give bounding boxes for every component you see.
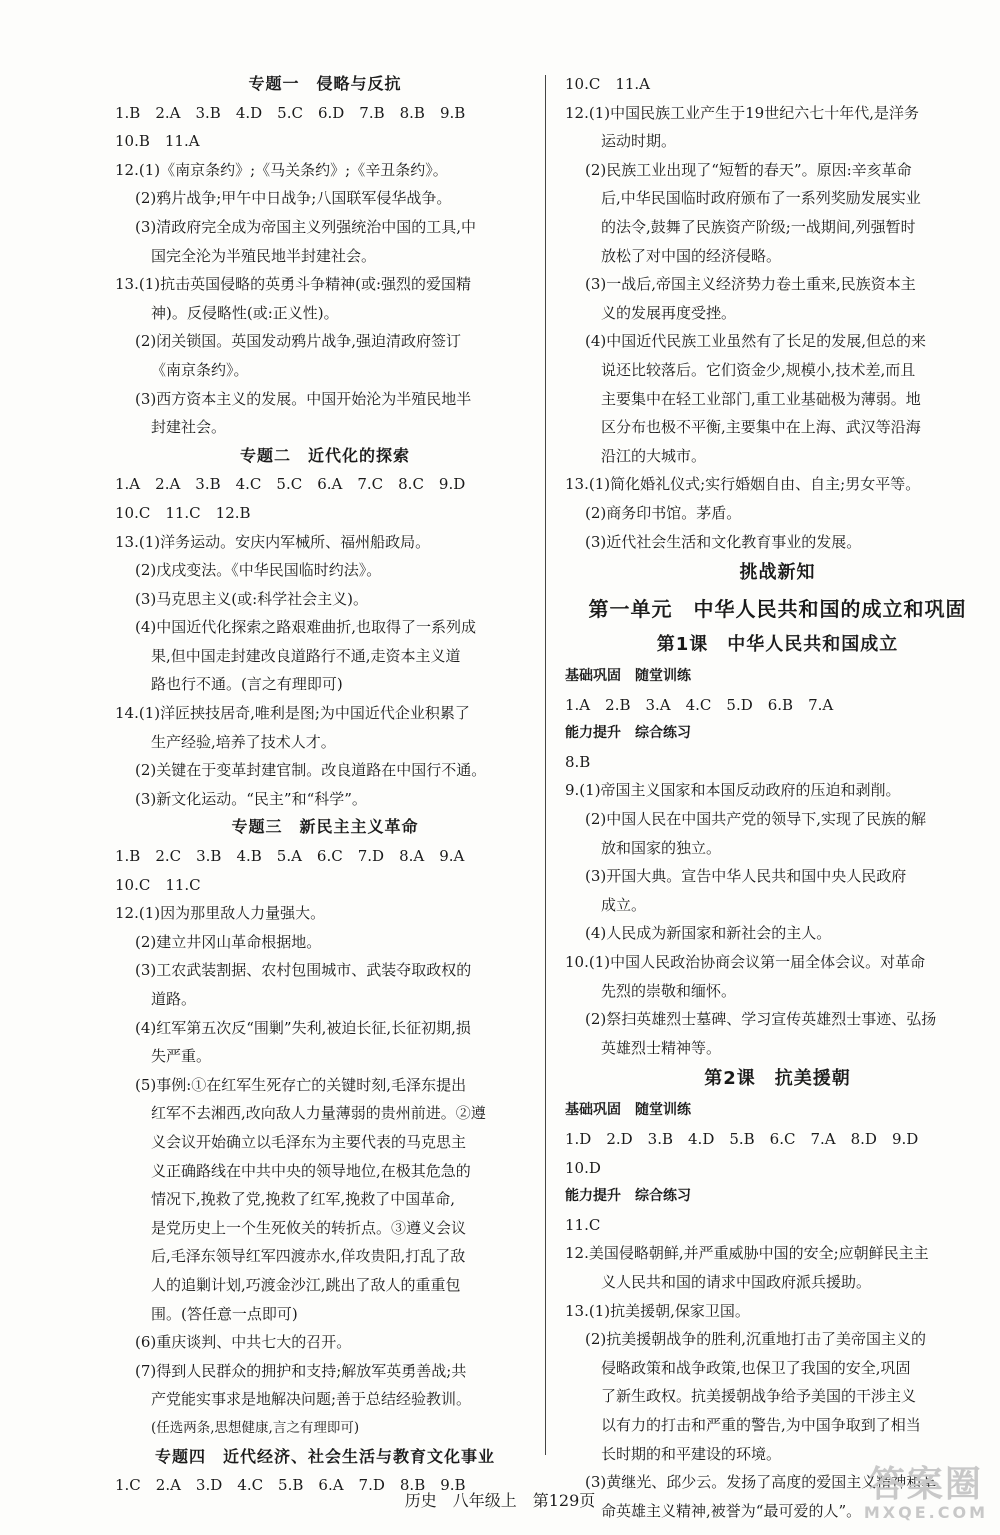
answer-line: (2)建立井冈山革命根据地。	[135, 932, 322, 951]
answer-line: 封建社会。	[151, 418, 227, 437]
answer-line: 《南京条约》。	[151, 360, 249, 379]
answer-line: 放和国家的独立。	[601, 838, 722, 857]
answer-line: (2)闭关锁国。英国发动鸦片战争,强迫清政府签订	[135, 332, 462, 351]
answer-line: 后,中华民国临时政府颁布了一系列奖励发展实业	[601, 189, 921, 208]
answer-line: 了新生政权。抗美援朝战争给予美国的干涉主义	[601, 1387, 917, 1406]
answer-line: 13.(1)洋务运动。安庆内军械所、福州船政局。	[115, 532, 431, 551]
section-heading: 专题三 新民主主义革命	[231, 817, 419, 837]
answer-line: 产党能实事求是地解决问题;善于总结经验教训。	[151, 1390, 472, 1409]
answer-line: (4)中国近代化探索之路艰难曲折,也取得了一系列成	[135, 618, 477, 637]
answer-line: (2)中国人民在中国共产党的领导下,实现了民族的解	[585, 810, 927, 829]
answer-line: (3)一战后,帝国主义经济势力卷土重来,民族资本主	[585, 275, 916, 294]
answer-line: 10.B 11.A	[115, 132, 200, 151]
answer-line: (2)民族工业出现了“短暂的春天”。原因:辛亥革命	[585, 160, 912, 179]
answer-line: 1.A 2.B 3.A 4.C 5.D 6.B 7.A	[565, 695, 834, 714]
answer-line: 区分布也极不平衡,主要集中在上海、武汉等沿海	[601, 418, 921, 437]
answer-line: (4)红军第五次反“围剿”失利,被迫长征,长征初期,损	[135, 1018, 471, 1037]
answer-line: 沿江的大城市。	[601, 446, 707, 465]
page-footer: 历史 八年级上 第129页	[404, 1491, 596, 1510]
watermark-main: 答案圈	[868, 1464, 983, 1505]
subsection-label: 能力提升 综合练习	[565, 725, 691, 742]
answer-line: (2)关键在于变革封建官制。改良道路在中国行不通。	[135, 761, 487, 780]
answer-line: 英雄烈士精神等。	[601, 1038, 722, 1057]
answer-line: (7)得到人民群众的拥护和支持;解放军英勇善战;共	[135, 1361, 467, 1380]
answer-line: 10.C 11.A	[565, 75, 651, 93]
answer-line: 运动时期。	[601, 132, 677, 151]
answer-line: 后,毛泽东领导红军四渡赤水,佯攻贵阳,打乱了敌	[151, 1247, 466, 1266]
subsection-label: 基础巩固 随堂训练	[565, 1102, 691, 1119]
answer-line: 义正确路线在中共中央的领导地位,在极其危急的	[151, 1161, 471, 1180]
answer-line: (3)工农武装割据、农村包围城市、武装夺取政权的	[135, 961, 472, 980]
answer-line: 8.B	[565, 752, 591, 771]
subsection-label: 基础巩固 随堂训练	[565, 668, 691, 685]
answer-line: 12.美国侵略朝鲜,并严重威胁中国的安全;应朝鲜民主主	[565, 1244, 929, 1263]
answer-line: (3)马克思主义(或:科学社会主义)。	[135, 589, 369, 608]
answer-line: 果,但中国走封建改良道路行不通,走资本主义道	[151, 646, 461, 665]
column-divider	[545, 75, 546, 1455]
section-heading: 专题二 近代化的探索	[239, 445, 410, 465]
section-heading: 第2课 抗美援朝	[704, 1068, 851, 1090]
answer-line: (3)清政府完全成为帝国主义列强统治中国的工具,中	[135, 217, 477, 236]
answer-line: 失严重。	[151, 1047, 212, 1066]
watermark-logo	[863, 1464, 988, 1522]
answer-line: 义人民共和国的请求中国政府派兵援助。	[601, 1272, 872, 1291]
answer-line: 13.(1)简化婚礼仪式;实行婚姻自由、自主;男女平等。	[565, 475, 921, 494]
watermark-sub: MXQE.COM	[863, 1503, 988, 1522]
section-heading: 挑战新知	[739, 562, 816, 584]
answer-line: 义会议开始确立以毛泽东为主要代表的马克思主	[151, 1132, 467, 1151]
answer-line: 命英雄主义精神,被誉为“最可爱的人”。	[601, 1501, 862, 1520]
section-heading: 第一单元 中华人民共和国的成立和巩固	[588, 597, 967, 622]
answer-line: (任选两条,思想健康,言之有理即可)	[151, 1419, 360, 1436]
answer-line: 10.C 11.C	[115, 875, 201, 894]
answer-line: 放松了对中国的经济侵略。	[601, 246, 782, 265]
answer-line: 道路。	[151, 990, 197, 1008]
answer-line: 成立。	[601, 895, 647, 914]
answer-line: 主要集中在轻工业部门,重工业基础极为薄弱。地	[601, 389, 921, 408]
answer-line: (2)鸦片战争;甲午中日战争;八国联军侵华战争。	[135, 189, 452, 208]
answer-line: 12.(1)因为那里敌人力量强大。	[115, 904, 326, 923]
answer-line: 侵略政策和战争政策,也保卫了我国的安全,巩固	[601, 1358, 911, 1377]
subsection-label: 能力提升 综合练习	[565, 1188, 691, 1205]
answer-line: 1.A 2.A 3.B 4.C 5.C 6.A 7.C 8.C 9.D	[115, 475, 466, 494]
answer-line: 10.C 11.C 12.B	[115, 503, 251, 522]
answer-line: 的法令,鼓舞了民族资产阶级;一战期间,列强暂时	[601, 217, 916, 236]
answer-line: (3)新文化运动。“民主”和“科学”。	[135, 789, 367, 808]
section-heading: 专题四 近代经济、社会生活与教育文化事业	[154, 1446, 495, 1466]
answer-line: 国完全沦为半殖民地半封建社会。	[151, 246, 377, 265]
answer-line: 路也行不通。(言之有理即可)	[151, 675, 343, 694]
left-column	[115, 70, 535, 1500]
answer-line: 围。(答任意一点即可)	[151, 1304, 298, 1323]
answer-line: 9.(1)帝国主义国家和本国反动政府的压迫和剥削。	[565, 781, 901, 800]
answer-line: (2)商务印书馆。茅盾。	[585, 503, 742, 522]
section-heading: 专题一 侵略与反抗	[248, 74, 402, 93]
answer-line: (2)祭扫英雄烈士墓碑、学习宣传英雄烈士事迹、弘扬	[585, 1010, 937, 1029]
answer-line: 先烈的崇敬和缅怀。	[601, 981, 737, 1000]
answer-line: 神)。反侵略性(或:正义性)。	[151, 303, 339, 322]
answer-line: 长时期的和平建设的环境。	[601, 1444, 782, 1463]
answer-line: (3)开国大典。宣告中华人民共和国中央人民政府	[585, 867, 907, 886]
answer-line: 1.B 2.C 3.B 4.B 5.A 6.C 7.D 8.A 9.A	[115, 847, 465, 866]
answer-line: (2)戊戌变法。《中华民国临时约法》。	[135, 561, 382, 580]
answer-line: 13.(1)抗美援朝,保家卫国。	[565, 1301, 750, 1320]
answer-line: 人的追剿计划,巧渡金沙江,跳出了敌人的重重包	[151, 1275, 461, 1294]
answer-line: (4)中国近代民族工业虽然有了长足的发展,但总的来	[585, 332, 927, 351]
answer-line: (5)事例:①在红军生死存亡的关键时刻,毛泽东提出	[135, 1075, 467, 1094]
section-heading: 第1课 中华人民共和国成立	[656, 634, 899, 656]
answer-line: 14.(1)洋匠挟技居奇,唯利是图;为中国近代企业积累了	[115, 704, 470, 723]
answer-line: 生产经验,培养了技术人才。	[151, 732, 336, 751]
answer-line: 11.C	[565, 1215, 601, 1234]
answer-line: 义的发展再度受挫。	[601, 303, 737, 322]
answer-line: 13.(1)抗击英国侵略的英勇斗争精神(或:强烈的爱国精	[115, 275, 472, 294]
answer-line: 1.D 2.D 3.B 4.D 5.B 6.C 7.A 8.D 9.D	[565, 1130, 919, 1148]
answer-line: (4)人民成为新国家和新社会的主人。	[585, 924, 832, 943]
answer-line: 10.(1)中国人民政治协商会议第一届全体会议。对革命	[565, 953, 926, 972]
answer-line: 12.(1)《南京条约》;《马关条约》;《辛丑条约》。	[115, 160, 448, 179]
answer-line: 12.(1)中国民族工业产生于19世纪六七十年代,是洋务	[565, 103, 919, 122]
answer-line: (2)抗美援朝战争的胜利,沉重地打击了美帝国主义的	[585, 1330, 927, 1349]
answer-line: (3)黄继光、邱少云。发扬了高度的爱国主义精神和革	[585, 1473, 937, 1492]
answer-line: (3)近代社会生活和文化教育事业的发展。	[585, 532, 862, 551]
answer-line: (3)西方资本主义的发展。中国开始沦为半殖民地半	[135, 389, 472, 408]
answer-line: 是党历史上一个生死攸关的转折点。③遵义会议	[151, 1218, 467, 1237]
answer-line: 10.D	[565, 1158, 601, 1177]
answer-line: 说还比较落后。它们资金少,规模小,技术差,而且	[601, 360, 916, 379]
answer-line: (6)重庆谈判、中共七大的召开。	[135, 1333, 352, 1352]
answer-line: 1.C 2.A 3.D 4.C 5.B 6.A 7.D 8.B 9.B	[115, 1476, 466, 1495]
answer-line: 1.B 2.A 3.B 4.D 5.C 6.D 7.B 8.B 9.B	[115, 103, 466, 122]
answer-line: 红军不去湘西,改向敌人力量薄弱的贵州前进。②遵	[151, 1104, 486, 1123]
answer-line: 情况下,挽救了党,挽救了红军,挽救了中国革命,	[151, 1190, 456, 1209]
right-column	[565, 70, 990, 1525]
answer-line: 以有力的打击和严重的警告,为中国争取到了相当	[601, 1415, 921, 1434]
